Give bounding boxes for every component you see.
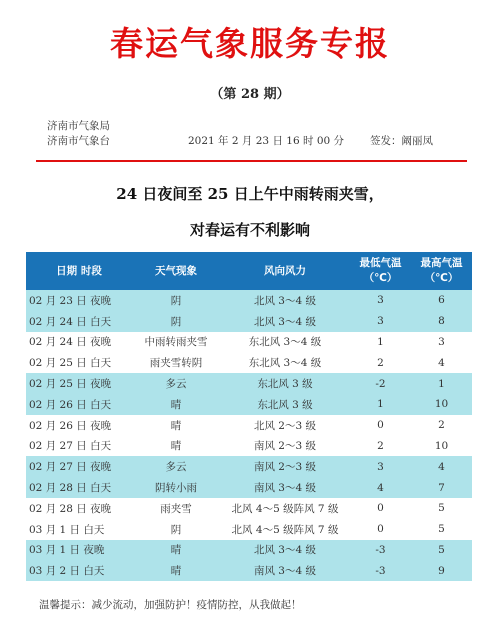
cell-wind: 东北风 3 级 (220, 373, 350, 394)
table-row (26, 519, 472, 540)
cell-weather: 阴 (170, 523, 182, 536)
cell-date: 02 月 26 日 白天 (26, 394, 132, 415)
issue-datetime: 2021 年 2 月 23 日 16 时 00 分 (188, 135, 345, 147)
cell-wind: 东北风 3～4 级 (248, 357, 322, 370)
table-row (26, 332, 472, 353)
cell-date: 02 月 26 日 夜晚 (29, 419, 112, 432)
cell-date: 02 月 27 日 夜晚 (26, 456, 132, 477)
cell-min-temp: 4 (350, 477, 411, 498)
cell-wind: 北风 2～3 级 (253, 419, 317, 432)
header-weather: 天气现象 (132, 252, 220, 290)
cell-weather: 晴 (170, 419, 182, 432)
cell-min-temp: -3 (350, 560, 411, 581)
cell-weather: 阴 (132, 290, 220, 311)
cell-min-temp: 1 (350, 394, 411, 415)
issue-number: （第 28 期） (210, 87, 290, 102)
cell-max-temp: 1 (411, 373, 472, 394)
cell-max-temp: 5 (411, 540, 472, 561)
cell-date: 03 月 1 日 夜晚 (26, 540, 132, 561)
cell-wind: 北风 3～4 级 (220, 540, 350, 561)
header-max-temp-unit: （℃） (424, 272, 459, 284)
table-header-row (26, 252, 472, 290)
cell-max-temp: 5 (438, 502, 445, 515)
cell-max-temp: 3 (438, 335, 445, 348)
cell-date: 02 月 28 日 白天 (26, 477, 132, 498)
cell-date: 02 月 23 日 夜晚 (26, 290, 132, 311)
cell-min-temp: -3 (350, 540, 411, 561)
table-row (26, 560, 472, 581)
cell-wind: 南风 2～3 级 (220, 456, 350, 477)
cell-date: 02 月 25 日 夜晚 (26, 373, 132, 394)
header-max-temp (411, 252, 472, 290)
cell-max-temp: 10 (411, 394, 472, 415)
table-row (26, 498, 472, 519)
cell-min-temp: -2 (350, 373, 411, 394)
cell-max-temp: 4 (438, 356, 445, 369)
cell-wind: 北风 4～5 级阵风 7 级 (231, 502, 339, 515)
cell-min-temp: 3 (350, 290, 411, 311)
issuing-org-observatory: 济南市气象台 (47, 135, 110, 147)
cell-min-temp: 0 (377, 523, 384, 536)
headline-line1: 24 日夜间至 25 日上午中雨转雨夹雪， (116, 185, 384, 203)
cell-min-temp: 3 (350, 311, 411, 332)
table-row (26, 352, 472, 373)
cell-weather: 晴 (132, 560, 220, 581)
table-row (26, 415, 472, 436)
cell-min-temp: 2 (377, 356, 384, 369)
cell-weather: 阴转小雨 (132, 477, 220, 498)
cell-weather: 雨夹雪 (160, 502, 192, 515)
cell-date: 02 月 25 日 白天 (29, 357, 112, 370)
table-row (26, 311, 472, 332)
cell-date: 02 月 24 日 夜晚 (29, 336, 112, 349)
headline-line2: 对春运有不利影响 (189, 221, 310, 239)
cell-weather: 雨夹雪转阴 (149, 357, 203, 370)
cell-wind: 东北风 3～4 级 (248, 336, 322, 349)
cell-date: 02 月 28 日 夜晚 (29, 502, 112, 515)
cell-wind: 南风 2～3 级 (253, 440, 317, 453)
cell-max-temp: 7 (411, 477, 472, 498)
table-row (26, 394, 472, 415)
footer-tip: 温馨提示：减少流动，加强防护！疫情防控，从我做起！ (39, 599, 302, 611)
header-min-temp-label: 最低气温 (359, 257, 402, 269)
cell-min-temp: 3 (350, 456, 411, 477)
header-max-temp-label: 最高气温 (420, 257, 463, 269)
table-row (26, 373, 472, 394)
table-row (26, 477, 472, 498)
issuing-org-bureau: 济南市气象局 (47, 120, 110, 132)
cell-max-temp: 2 (438, 419, 445, 432)
cell-min-temp: 1 (377, 335, 384, 348)
cell-min-temp: 0 (377, 502, 384, 515)
report-title: 春运气象服务专报 (110, 24, 390, 63)
cell-max-temp: 9 (411, 560, 472, 581)
table-row (26, 436, 472, 457)
cell-wind: 东北风 3 级 (220, 394, 350, 415)
signer: 签发：阚丽凤 (370, 135, 433, 147)
cell-wind: 南风 3～4 级 (220, 477, 350, 498)
cell-weather: 晴 (132, 394, 220, 415)
header-min-temp-unit: （℃） (363, 272, 398, 284)
cell-wind: 北风 3～4 级 (220, 290, 350, 311)
cell-max-temp: 8 (411, 311, 472, 332)
cell-date: 03 月 2 日 白天 (26, 560, 132, 581)
header-wind: 风向风力 (220, 252, 350, 290)
table-row (26, 290, 472, 311)
cell-wind: 北风 4～5 级阵风 7 级 (231, 523, 339, 536)
table-row (26, 540, 472, 561)
cell-max-temp: 5 (438, 523, 445, 536)
cell-wind: 南风 3～4 级 (220, 560, 350, 581)
cell-date: 02 月 27 日 白天 (29, 440, 112, 453)
cell-max-temp: 10 (434, 439, 449, 452)
forecast-table (26, 252, 472, 581)
cell-date: 03 月 1 日 白天 (29, 523, 105, 536)
header-min-temp (350, 252, 411, 290)
cell-weather: 晴 (132, 540, 220, 561)
cell-max-temp: 6 (411, 290, 472, 311)
cell-weather: 多云 (132, 456, 220, 477)
header-date-period: 日期 时段 (26, 252, 132, 290)
cell-wind: 北风 3～4 级 (220, 311, 350, 332)
cell-min-temp: 2 (377, 439, 384, 452)
header-divider (36, 160, 467, 162)
cell-min-temp: 0 (377, 419, 384, 432)
cell-weather: 多云 (132, 373, 220, 394)
cell-date: 02 月 24 日 白天 (26, 311, 132, 332)
cell-weather: 晴 (170, 440, 182, 453)
cell-max-temp: 4 (411, 456, 472, 477)
table-row (26, 456, 472, 477)
cell-weather: 中雨转雨夹雪 (144, 336, 208, 349)
cell-weather: 阴 (132, 311, 220, 332)
